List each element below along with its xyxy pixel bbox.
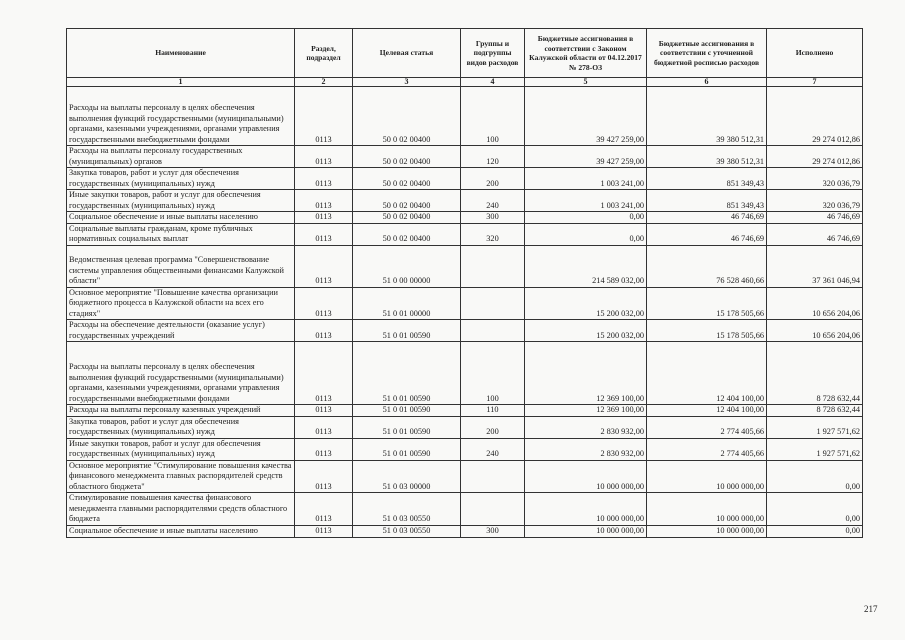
col-number: 1 [67, 78, 295, 87]
row-group: 300 [461, 212, 525, 224]
row-group: 240 [461, 190, 525, 212]
row-law-amount: 15 200 032,00 [525, 287, 647, 320]
row-name: Социальное обеспечение и иные выплаты населению [67, 212, 295, 224]
row-executed-amount: 8 728 632,44 [767, 405, 863, 417]
row-roster-amount: 10 000 000,00 [647, 525, 767, 537]
row-executed-amount: 29 274 012,86 [767, 146, 863, 168]
row-executed-amount: 1 927 571,62 [767, 416, 863, 438]
row-name: Расходы на выплаты персоналу казенных учреждений [67, 405, 295, 417]
row-group [461, 245, 525, 287]
row-target: 51 0 01 00000 [353, 287, 461, 320]
col-header-group: Группы и подгруппы видов расходов [461, 29, 525, 78]
row-target: 51 0 01 00590 [353, 416, 461, 438]
header-row [67, 29, 863, 78]
table-row [67, 87, 863, 146]
row-group: 100 [461, 87, 525, 146]
row-name: Социальные выплаты гражданам, кроме публичных нормативных социальных выплат [67, 223, 295, 245]
row-group: 300 [461, 525, 525, 537]
row-target: 51 0 01 00590 [353, 342, 461, 405]
row-law-amount: 12 369 100,00 [525, 342, 647, 405]
row-name: Закупка товаров, работ и услуг для обеспечения государственных (муниципальных) нужд [67, 168, 295, 190]
row-executed-amount: 10 656 204,06 [767, 320, 863, 342]
row-group [461, 320, 525, 342]
row-law-amount: 10 000 000,00 [525, 525, 647, 537]
row-roster-amount: 39 380 512,31 [647, 87, 767, 146]
row-law-amount: 15 200 032,00 [525, 320, 647, 342]
row-name: Ведомственная целевая программа "Совершенствование системы управления общественными финансами Калужской области" [67, 245, 295, 287]
table-row [67, 438, 863, 460]
row-section: 0113 [295, 493, 353, 526]
row-roster-amount: 46 746,69 [647, 212, 767, 224]
col-header-target: Целевая статья [353, 29, 461, 78]
row-roster-amount: 15 178 505,66 [647, 287, 767, 320]
row-name: Расходы на выплаты персоналу государственных (муниципальных) органов [67, 146, 295, 168]
col-header-done: Исполнено [767, 29, 863, 78]
row-name: Стимулирование повышения качества финансового менеджмента главными распорядителями средств областного бюджета [67, 493, 295, 526]
row-target: 50 0 02 00400 [353, 212, 461, 224]
row-target: 51 0 01 00590 [353, 438, 461, 460]
col-header-law: Бюджетные ассигнования в соответствии с Законом Калужской области от 04.12.2017 № 278-ОЗ [525, 29, 647, 78]
table-row [67, 212, 863, 224]
col-number: 5 [525, 78, 647, 87]
row-law-amount: 10 000 000,00 [525, 460, 647, 493]
page-number: 217 [864, 604, 878, 614]
row-group: 200 [461, 168, 525, 190]
row-roster-amount: 2 774 405,66 [647, 438, 767, 460]
row-group: 320 [461, 223, 525, 245]
row-law-amount: 214 589 032,00 [525, 245, 647, 287]
row-name: Иные закупки товаров, работ и услуг для обеспечения государственных (муниципальных) нужд [67, 438, 295, 460]
row-group: 240 [461, 438, 525, 460]
row-executed-amount: 46 746,69 [767, 223, 863, 245]
row-target: 51 0 01 00590 [353, 405, 461, 417]
row-law-amount: 2 830 932,00 [525, 438, 647, 460]
budget-table [66, 28, 863, 538]
row-roster-amount: 39 380 512,31 [647, 146, 767, 168]
row-law-amount: 39 427 259,00 [525, 87, 647, 146]
row-group: 120 [461, 146, 525, 168]
table-row [67, 460, 863, 493]
row-law-amount: 39 427 259,00 [525, 146, 647, 168]
row-name: Основное мероприятие "Повышение качества организации бюджетного процесса в Калужской области на всех его стадиях" [67, 287, 295, 320]
row-law-amount: 0,00 [525, 212, 647, 224]
row-section: 0113 [295, 460, 353, 493]
row-law-amount: 12 369 100,00 [525, 405, 647, 417]
row-group [461, 287, 525, 320]
row-executed-amount: 1 927 571,62 [767, 438, 863, 460]
row-roster-amount: 15 178 505,66 [647, 320, 767, 342]
table-row [67, 525, 863, 537]
row-roster-amount: 12 404 100,00 [647, 342, 767, 405]
row-section: 0113 [295, 320, 353, 342]
row-section: 0113 [295, 212, 353, 224]
row-section: 0113 [295, 146, 353, 168]
row-group [461, 460, 525, 493]
table-row [67, 146, 863, 168]
row-executed-amount: 320 036,79 [767, 190, 863, 212]
row-target: 50 0 02 00400 [353, 168, 461, 190]
row-section: 0113 [295, 438, 353, 460]
table-row [67, 190, 863, 212]
row-section: 0113 [295, 245, 353, 287]
table-row [67, 320, 863, 342]
row-target: 50 0 02 00400 [353, 190, 461, 212]
row-section: 0113 [295, 287, 353, 320]
row-target: 50 0 02 00400 [353, 87, 461, 146]
table-row [67, 405, 863, 417]
row-executed-amount: 0,00 [767, 525, 863, 537]
col-number: 7 [767, 78, 863, 87]
col-number: 3 [353, 78, 461, 87]
row-target: 50 0 02 00400 [353, 146, 461, 168]
row-executed-amount: 8 728 632,44 [767, 342, 863, 405]
row-name: Расходы на выплаты персоналу в целях обеспечения выполнения функций государственными (муниципальными) органами, казенными учреждениями, органами управления государственными внебюджетными фондами [67, 87, 295, 146]
table-row [67, 416, 863, 438]
row-section: 0113 [295, 405, 353, 417]
row-group: 200 [461, 416, 525, 438]
row-executed-amount: 37 361 046,94 [767, 245, 863, 287]
row-law-amount: 10 000 000,00 [525, 493, 647, 526]
row-name: Основное мероприятие "Стимулирование повышения качества финансового менеджмента главных распорядителей средств областного бюджета" [67, 460, 295, 493]
row-target: 51 0 03 00550 [353, 493, 461, 526]
row-section: 0113 [295, 168, 353, 190]
row-roster-amount: 10 000 000,00 [647, 460, 767, 493]
row-executed-amount: 320 036,79 [767, 168, 863, 190]
col-number: 6 [647, 78, 767, 87]
row-law-amount: 0,00 [525, 223, 647, 245]
row-roster-amount: 10 000 000,00 [647, 493, 767, 526]
col-number: 2 [295, 78, 353, 87]
row-name: Иные закупки товаров, работ и услуг для обеспечения государственных (муниципальных) нужд [67, 190, 295, 212]
column-number-row [67, 78, 863, 87]
row-group [461, 493, 525, 526]
table-row [67, 168, 863, 190]
row-roster-amount: 76 528 460,66 [647, 245, 767, 287]
row-group: 100 [461, 342, 525, 405]
row-target: 50 0 02 00400 [353, 223, 461, 245]
row-target: 51 0 00 00000 [353, 245, 461, 287]
col-number: 4 [461, 78, 525, 87]
row-section: 0113 [295, 190, 353, 212]
row-group: 110 [461, 405, 525, 417]
table-row [67, 493, 863, 526]
row-section: 0113 [295, 416, 353, 438]
col-header-roster: Бюджетные ассигнования в соответствии с уточненной бюджетной росписью расходов [647, 29, 767, 78]
row-target: 51 0 03 00550 [353, 525, 461, 537]
row-executed-amount: 0,00 [767, 460, 863, 493]
row-roster-amount: 851 349,43 [647, 168, 767, 190]
row-law-amount: 2 830 932,00 [525, 416, 647, 438]
table-row [67, 342, 863, 405]
row-section: 0113 [295, 223, 353, 245]
row-name: Закупка товаров, работ и услуг для обеспечения государственных (муниципальных) нужд [67, 416, 295, 438]
row-name: Расходы на обеспечение деятельности (оказание услуг) государственных учреждений [67, 320, 295, 342]
table-row [67, 223, 863, 245]
row-executed-amount: 46 746,69 [767, 212, 863, 224]
row-law-amount: 1 003 241,00 [525, 168, 647, 190]
row-roster-amount: 12 404 100,00 [647, 405, 767, 417]
col-header-name: Наименование [67, 29, 295, 78]
table-row [67, 245, 863, 287]
row-law-amount: 1 003 241,00 [525, 190, 647, 212]
row-executed-amount: 29 274 012,86 [767, 87, 863, 146]
row-name: Расходы на выплаты персоналу в целях обеспечения выполнения функций государственными (муниципальными) органами, казенными учреждениями, органами управления государственными внебюджетными фондами [67, 342, 295, 405]
row-section: 0113 [295, 342, 353, 405]
row-name: Социальное обеспечение и иные выплаты населению [67, 525, 295, 537]
row-roster-amount: 46 746,69 [647, 223, 767, 245]
row-roster-amount: 851 349,43 [647, 190, 767, 212]
row-target: 51 0 01 00590 [353, 320, 461, 342]
row-roster-amount: 2 774 405,66 [647, 416, 767, 438]
row-target: 51 0 03 00000 [353, 460, 461, 493]
row-executed-amount: 0,00 [767, 493, 863, 526]
row-section: 0113 [295, 525, 353, 537]
col-header-section: Раздел, подраздел [295, 29, 353, 78]
row-section: 0113 [295, 87, 353, 146]
table-row [67, 287, 863, 320]
row-executed-amount: 10 656 204,06 [767, 287, 863, 320]
